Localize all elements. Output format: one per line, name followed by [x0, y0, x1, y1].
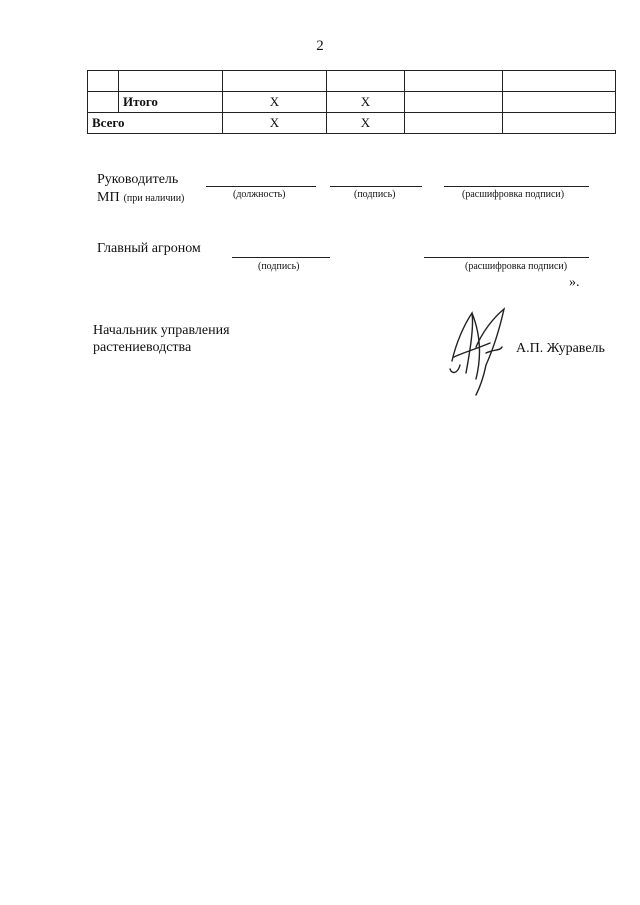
table-cell: [503, 113, 616, 134]
mp-block: [97, 188, 184, 206]
table-cell: Х: [223, 92, 327, 113]
table-row: [88, 71, 616, 92]
page-number: 2: [316, 38, 324, 54]
position-caption: (должность): [233, 189, 286, 200]
table-cell: [503, 92, 616, 113]
vsego-label: Всего: [88, 113, 223, 134]
table-cell: Х: [327, 92, 405, 113]
position-line: [206, 186, 316, 187]
chief-title-line2: растениеводства: [93, 340, 192, 355]
table-row-vsego: [88, 113, 616, 134]
table-cell: [405, 71, 503, 92]
table-row-itogo: [88, 92, 616, 113]
agronomist-signature-line: [232, 257, 330, 258]
decoding-caption: (расшифровка подписи): [462, 189, 565, 200]
table-cell: [327, 71, 405, 92]
closing-quote: ».: [569, 275, 580, 290]
table-cell: [88, 71, 119, 92]
handwritten-signature: [446, 303, 516, 399]
mp-note: (при наличии): [123, 193, 185, 204]
itogo-label: Итого: [119, 92, 223, 113]
chief-name: А.П. Журавель: [516, 341, 605, 356]
decoding-line: [444, 186, 589, 187]
table-cell: [405, 92, 503, 113]
agronomist-signature-caption: (подпись): [258, 261, 300, 272]
table-cell: [223, 71, 327, 92]
table-cell: [503, 71, 616, 92]
table-cell: Х: [327, 113, 405, 134]
signature-line: [330, 186, 422, 187]
head-label: Руководитель: [97, 172, 179, 187]
summary-table: [87, 70, 616, 134]
table-cell: [88, 92, 119, 113]
chief-title-line1: Начальник управления: [93, 323, 230, 338]
agronomist-label: Главный агроном: [97, 241, 201, 256]
agronomist-decoding-caption: (расшифровка подписи): [465, 261, 568, 272]
table-cell: [405, 113, 503, 134]
table-cell: Х: [223, 113, 327, 134]
table-cell: [119, 71, 223, 92]
agronomist-decoding-line: [424, 257, 589, 258]
signature-caption: (подпись): [354, 189, 396, 200]
mp-label: МП: [97, 190, 120, 205]
